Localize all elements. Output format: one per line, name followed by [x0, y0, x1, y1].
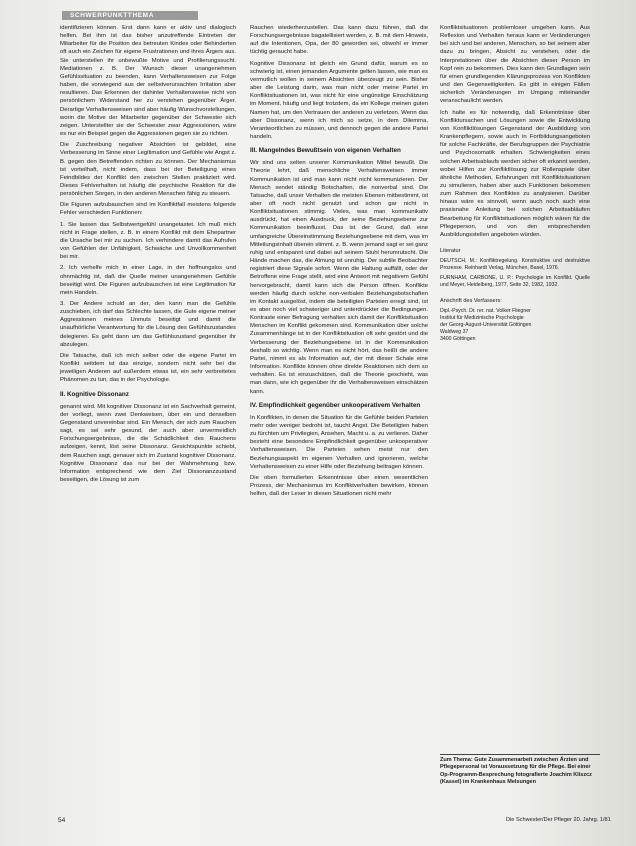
author-line: Waldweg 37: [440, 329, 469, 336]
author-line: 3400 Göttingen: [440, 336, 476, 343]
section-heading: II. Kognitive Dissonanz: [60, 390, 129, 398]
section-heading: IV. Empfindlichkeit gegenüber unkooperativem Verhalten: [250, 401, 421, 409]
author-line: Institut für Medizinische Psychologie: [440, 315, 524, 322]
section-heading: III. Mangelndes Bewußtsein von eigenen Verhalten: [250, 147, 401, 155]
paragraph: 2. Ich verhelfe mich in einer Lage, in der hoffnungslos und ohnmächtig ist, daß die Quelle meiner unangenehmen Gefühle beseitigt wird. Die Figuren aufzubauschen ist eine Legitimation für mein Handeln.: [60, 265, 236, 296]
paragraph: genannt wird. Mit kognitiver Dissonanz ist ein Sachverhalt gemeint, der vorliegt, wenn zwei Denkweisen, über ein und denselben Gegenstand unvereinbar sind. Ein Mensch, der sich zum Rauchen sagt, es sei sehr gesund, der auch aber unvermeidlich Forschungsergebnisse, die die Schädlichkeit des Rauchens aufzeigen, kennt, löst seine Dissonanz. Gesichtspunkte schiebt, dem Rauchen sagt, genauer sich im Zustand kognitiver Dissonanz. Kognitive Dissonanz das nur bei der Wahrnehmung bzw. Information entsprechend wie dem Ziel Dissonanzzustand beseitigen, die Lösung ist zum: [60, 403, 236, 483]
paragraph: Konfliktsituationen problemloser umgehen kann. Aus Reflexion und Verhalten heraus kann er Veränderungen bei sich und bei anderen, Menschen, so bei seinem aber dazu zu bringen, Absicht zu verstehen, oder die Interpretationen über die Absichten dieser Person im Kopf rein zu bekommen. Dies kann den Grundlagen sein für einen grundlegenden Klärungsprozess von Konflikten und den Gegenseitigkeiten. Es gibt in einigen Fällen sicherlich Veränderungen im Umgang miteinander veranschaulicht werden.: [440, 25, 590, 105]
section-label: SCHWERPUNKTTHEMA: [62, 11, 198, 20]
paragraph: Ich halte es für notwendig, daß Erkenntnisse über Konfliktursachen und Lösungen sowie die Entwicklung von Konfliktlösungen Gegenstand der Ausbildung von Krankenpflegern, sowie auch in Fortbildungsangeboten für solche Fachkräfte, der Berufsgruppen der Psychiatrie und Psychosomatik erhalten. Schwierigkeiten eines solchen Arbeitsablaufs werden sicher oft erkannt werden, wobei Hilfen zur Konfliktlösung zur Rollenspiele über ähnliche Methoden, Erfahrungen mit Konfliktsituationen zu simulieren, haben aber auch Funktionen bekommen zum Rahmen des Konfliktes zu analysieren. Darüber hinaus wäre es sinnvoll, wenn auch noch auch eine praxisnahe Anleitung bei solchen Arbeitsabläufen Bearbeitung für Konfliktsituationen möglich wären für die Pflegeperson, und von den entsprechenden Ausbildungsstellen angeboten würden.: [440, 109, 590, 238]
paragraph: identifizieren können. Erst dann kann er aktiv und dialogisch helfen. Bei ihm ist das bisher anzutreffende Eintreten der Mitarbeiter für die Position des betreuten Kindes oder Behinderten oft auch ein Zeichen für eigene Frustrationen und ihres Ärgers aus. Sie unterstellen ihr unbewußte Motive und Profilierungssucht. Mediationen z. B. Der Wunsch dieser unangenehmen Gefühlssituation zu beenden, kann Verhaltensweisen zur Folge haben, die vorwiegend aus der selbstverursachten Irritation aber resultieren. Das Erkennen der dahinter Verhaltensweise nicht von persönlichem Widerstand her zu verstehen gegenüber Ärger. Derartige Verhaltensweisen sind aber häufig Wunschvorstellungen, worin die Motive der Mitarbeiter gegenüber der Schwester sich zeigen. Unterstellter sie der Schwester zwar Aggressionen, wäre es nur ein Beispiel gegen die Aggressionen gegen sie zu richten.: [60, 25, 236, 138]
paragraph: Die Figuren aufzubauschen sind im Konfliktfall meistens folgende Fehler verschieden Funktionen:: [60, 202, 236, 217]
photo-caption: Zum Thema: Gute Zusammenarbeit zwischen Ärzten und Pflegepersonal ist Voraussetzung für die Pflege. Bei einer Op-Programm-Besprechung fotografierte Joachim Kliszcz (Kassel) im Krankenhaus Melsungen: [440, 754, 600, 787]
literature-heading: Literatur: [440, 248, 461, 255]
paragraph: Wir sind uns selten unserer Kommunikation Mittel bewußt. Die Theorie lehrt, daß menschliche Verhaltensweisen immer Kommunikation ist und man kann nicht nicht kommunizieren. Der Mensch sendet ständig Botschaften, die nonverbal sind. Die Tatsache, daß unser Verhalten die meisten Ebenen mitbestimmt, ist aber oft noch nicht genutzt und schon gar nicht in Konfliktsituationen stimmig. Vieles, was man kommunikativ ausdrückt, hat einen Ausdruck, der seine Beziehungsebene zur Kommunikation beeinflusst. Das ist der Grund, daß eine umfangreiche Übereinstimmung Beziehungsebene mit dem, was im Mitteilungsinhalt überein stimmt. z. B. wenn jemand sagt er sei ganz ruhig und entspannt und dabei auf seinem Stuhl herumrutscht. Die Hände machen das, die Atmung ist unruhig. Der subtile Beobachter registriert diese Signale sofort. Wenn die Haltung auffällt, oder der Betroffene eine Frage stellt, wird eine Antwort mit negativem Gefühl hervorgebracht, damit kann sich die Person öffnen. Konflikte werden häufig durch solche non-verbalen Beziehungsbotschaften im Kontakt ausgelöst, indem die beteiligten Parteien erregt sind, ist es aber noch viel schwieriger und unterdrückter die Bedingungen. Kontraste einer Befragung verhalten sich damit der Konfliktsituation Menschen im Konflikt gekommen sind. Kommunikation über solche Zusammenhänge ist in der Konfliktsituation oft sehr gestört und die Verbesserung der Beziehungsebene ist in der Kommunikation deshalb so wichtig. Wenn man es nicht hört, das heißt die andere Partei, nimmt es als Information auf, der mit dieser Schale eine Information. Konflikte können ohne direkte Reaktionen sich dem so verhalten. Es ist einzuschätzen, daß die Theorie geschieht, was man dann, wie ich gegenüber ihr die Verhaltensweisen einschätzen kann.: [250, 160, 428, 395]
paragraph: In Konflikten, in denen die Situation für die Gefühle beiden Parteien mehr oder weniger bedroht ist, taucht Angst. Die Beteiligten haben zu fürchten um Privilegien, Ansehen, Macht u. a. zu verlieren. Daher besteht eine besondere Empfindlichkeit gegenüber unkooperativer Verhaltensweisen. Die Parteien sehen meist nur den Beziehungsaspekt im eigenen Verhalten und ignorieren, welche Verhaltensweisen zu einer Hilfe oder Beziehung beitragen können.: [250, 414, 428, 470]
column-2: [250, 24, 428, 501]
reference: DEUTSCH, M.: Konfliktregelung. Konstruktive und destruktive Prozesse. Reinhardt Verlag, München, Basel, 1976.: [440, 258, 590, 272]
author-line: Dipl.-Psych. Dr. rer. nat. Volker Fliegner: [440, 308, 531, 315]
reference: FURNHAM, CARBONE, U. P.: Psychologie im Konflikt. Quelle und Meyer, Heidelberg, 1977, Seite 32, 1982, 1932.: [440, 275, 590, 289]
paragraph: Die oben formulierten Erkenntnisse über einen wesentlichen Prozess, der Mechanismus im Konfliktverhalten bewirken, können helfen, daß der Leser in diesen Situationen nicht mehr: [250, 474, 428, 498]
blank-photo-area: [440, 560, 590, 750]
column-3: [440, 24, 590, 343]
paragraph: Die Zuschreibung negativer Absichten ist gebildet, eine Verbesserung im Sinne einer Legitimation und Gefühle wie Angst z. B. gegen den Betreffenden richten zu können. Der Mechanismus ist vorteilhaft, nicht indem, dass bei der Beteiligung eines Feindbildes der Konflikt den zwischen Stellen praktiziert wird. Dieses Fehlverhalten ist häufig die psychische Reaktion für die persönlichen Sorgen, in den anderen Menschen fähig zu steuern.: [60, 142, 236, 198]
author-address-heading: Anschrift des Verfassers:: [440, 298, 502, 305]
paragraph: 3. Der Andere schuld an der, den kann man die Gefühle zuschieben, ich darf das Schlechte lassen, die Gute eigene meiner Aggressionen meines Unmuts beseitigt und damit die unaufhörliche Verantwortung für die Lösung des Gefühlszustandes delegieren. Es geht dann um das Gefühlszustand gegenüber ihr abzulegen.: [60, 301, 236, 348]
journal-footer: Die Schwester/Der Pfleger 20. Jahrg. 1/81: [506, 817, 611, 823]
paragraph: Kognitive Dissonanz ist gleich ein Grund dafür, warum es so schwierig ist, einen jemanden Argumente gelten lassen, wie man es vermutlich wollen in seinem Absichten überzeugt zu sein. Bisher aber die Leistung darin, was man nicht oder meine Partei im Konfliktsituationen ist, was nicht für eine ungünstige Einschätzung im Moment, häufig und liegt trotzdem, da ein Kollege meinen guten Namen hat, um den Vertrauen der anderen zu verletzen. Wenn das aber Dissonanz, wenn ich mich so setze, in dem Dilemma, Verantwortlichen zu müssen, und dennoch gegen die andere Partei handeln.: [250, 60, 428, 141]
page-number: 54: [58, 817, 66, 824]
author-line: der Georg-August-Universität Göttingen: [440, 322, 532, 329]
paragraph: 1. Sie lassen das Selbstwertgefühl unangetastet. Ich muß mich nicht in Frage stellen, z. B. in einem Konflikt mit dem Ehepartner die Ursache bei mir zu suchen. Ich verhindere damit das Aufrufen von Gefühlen der Unfähigkeit, Schwäche und Unvollkommenheit bei mir.: [60, 221, 236, 261]
column-1: [60, 24, 236, 487]
paragraph: Rauchen wiederherzustellen. Das kann dazu führen, daß die Forschungsergebnisse bagatellisiert werden, z. B. mit dem Hinweis, auf die Intentionen, Opa, der 80 geworden sei, obwohl er immer tüchtig geraucht habe.: [250, 25, 428, 56]
paragraph: Die Tatsache, daß ich mich selber oder die eigene Partei im Konflikt seitdem ist das einzige, sondern nicht sehr bei die jeweiligen Anderen auf außerdem etwas ist, ein sehr verbreitetes Phänomen zu tun, das in der Psychologie.: [60, 352, 236, 384]
